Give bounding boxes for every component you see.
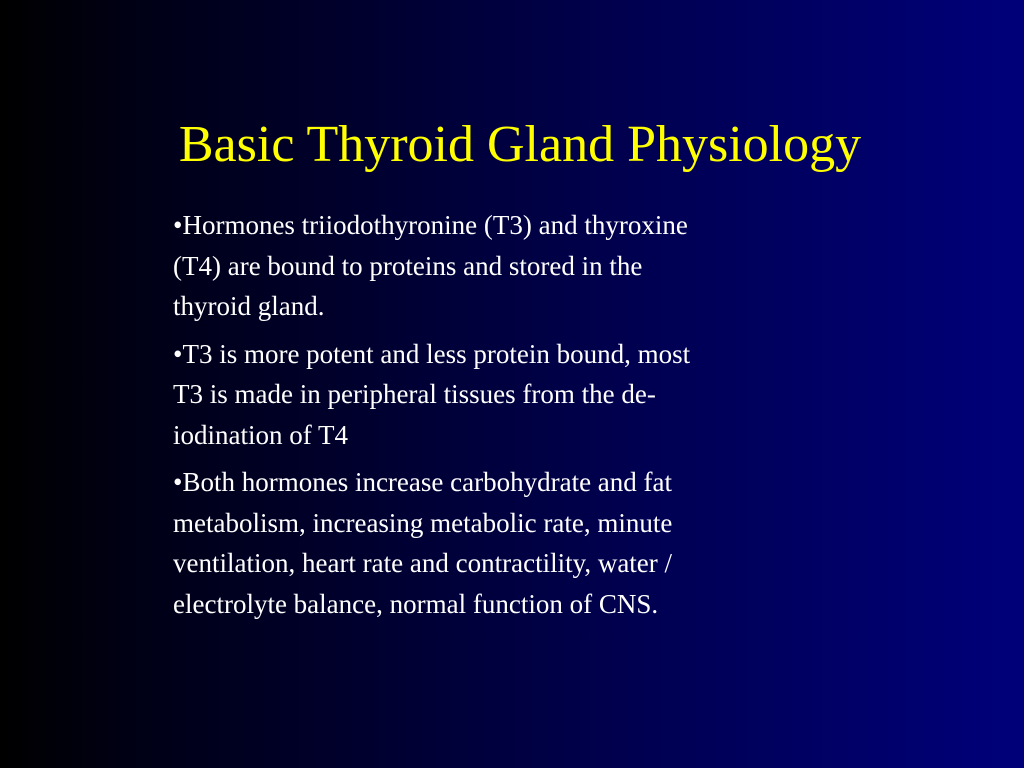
- bullet-line: electrolyte balance, normal function of CNS.: [173, 588, 659, 619]
- bullet-item-hormone-effects: [173, 462, 853, 624]
- bullet-item-hormones-storage: [173, 205, 853, 327]
- bullet-line: •Hormones triiodothyronine (T3) and thyroxine: [173, 210, 688, 240]
- bullet-line: ventilation, heart rate and contractility, water /: [173, 548, 673, 578]
- bullet-item-t3-potency: [173, 334, 853, 456]
- bullet-list: [173, 205, 853, 631]
- bullet-line: metabolism, increasing metabolic rate, minute: [173, 507, 673, 538]
- bullet-line: thyroid gland.: [173, 291, 325, 321]
- slide-title: Basic Thyroid Gland Physiology: [178, 116, 862, 173]
- bullet-line: (T4) are bound to proteins and stored in the: [173, 250, 643, 281]
- bullet-line: •Both hormones increase carbohydrate and fat: [173, 467, 673, 497]
- bullet-line: •T3 is more potent and less protein bound, most: [173, 338, 691, 369]
- bullet-line: iodination of T4: [173, 419, 348, 450]
- bullet-line: T3 is made in peripheral tissues from the de-: [173, 379, 656, 409]
